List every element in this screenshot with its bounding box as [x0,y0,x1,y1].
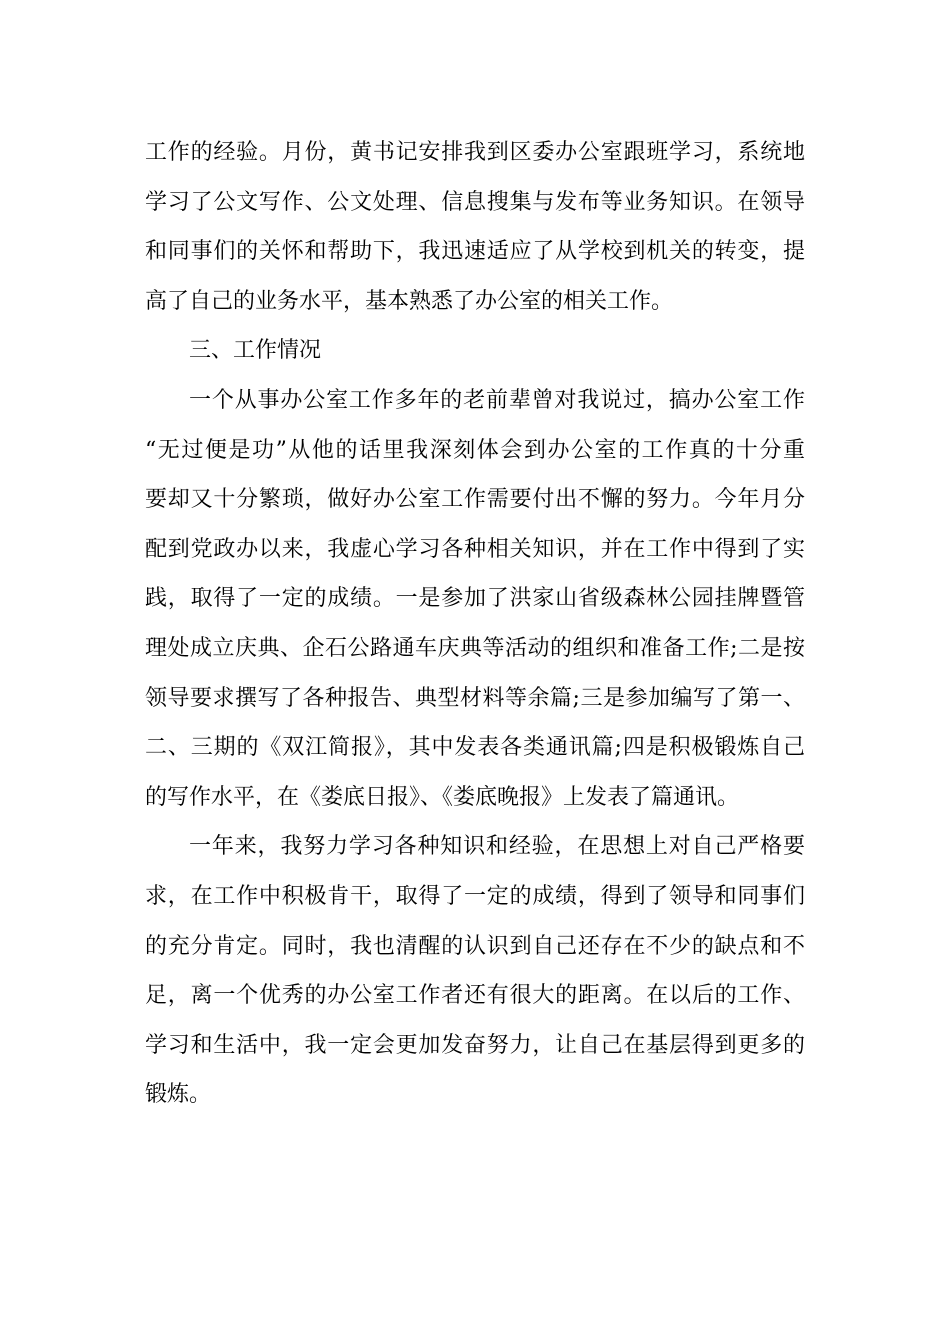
paragraph-line: 配到党政办以来，我虚心学习各种相关知识，并在工作中得到了实 [145,536,805,562]
paragraph-line: 践，取得了一定的成绩。一是参加了洪家山省级森林公园挂牌暨管 [145,586,805,612]
section-heading: 三、工作情况 [189,338,322,364]
paragraph-line: 的写作水平，在《娄底日报》、《娄底晚报》上发表了篇通讯。 [145,784,740,810]
paragraph-line: 高了自己的业务水平，基本熟悉了办公室的相关工作。 [145,288,674,314]
paragraph-line: 和同事们的关怀和帮助下，我迅速适应了从学校到机关的转变，提 [145,239,805,265]
paragraph-line: 要却又十分繁琐，做好办公室工作需要付出不懈的努力。今年月分 [145,487,805,513]
paragraph-line: 学习了公文写作、公文处理、信息搜集与发布等业务知识。在领导 [145,189,805,215]
paragraph-line: 一个从事办公室工作多年的老前辈曾对我说过，搞办公室工作 [189,387,805,413]
paragraph-line: “无过便是功”从他的话里我深刻体会到办公室的工作真的十分重 [145,437,805,463]
paragraph-line: 理处成立庆典、企石公路通车庆典等活动的组织和准备工作;二是按 [145,635,805,661]
paragraph-line: 足，离一个优秀的办公室工作者还有很大的距离。在以后的工作、 [145,983,805,1009]
paragraph-line: 求，在工作中积极肯干，取得了一定的成绩，得到了领导和同事们 [145,883,805,909]
paragraph-line: 锻炼。 [145,1082,212,1108]
paragraph-line: 二、三期的《双江简报》，其中发表各类通讯篇;四是积极锻炼自己 [145,735,805,761]
paragraph-line: 工作的经验。月份，黄书记安排我到区委办公室跟班学习，系统地 [145,140,805,165]
paragraph-line: 领导要求撰写了各种报告、典型材料等余篇;三是参加编写了第一、 [145,685,805,711]
paragraph-line: 的充分肯定。同时，我也清醒的认识到自己还存在不少的缺点和不 [145,933,805,959]
paragraph-line: 一年来，我努力学习各种知识和经验，在思想上对自己严格要 [189,834,805,860]
document-body [145,128,805,1120]
paragraph-line: 学习和生活中，我一定会更加发奋努力，让自己在基层得到更多的 [145,1032,805,1058]
